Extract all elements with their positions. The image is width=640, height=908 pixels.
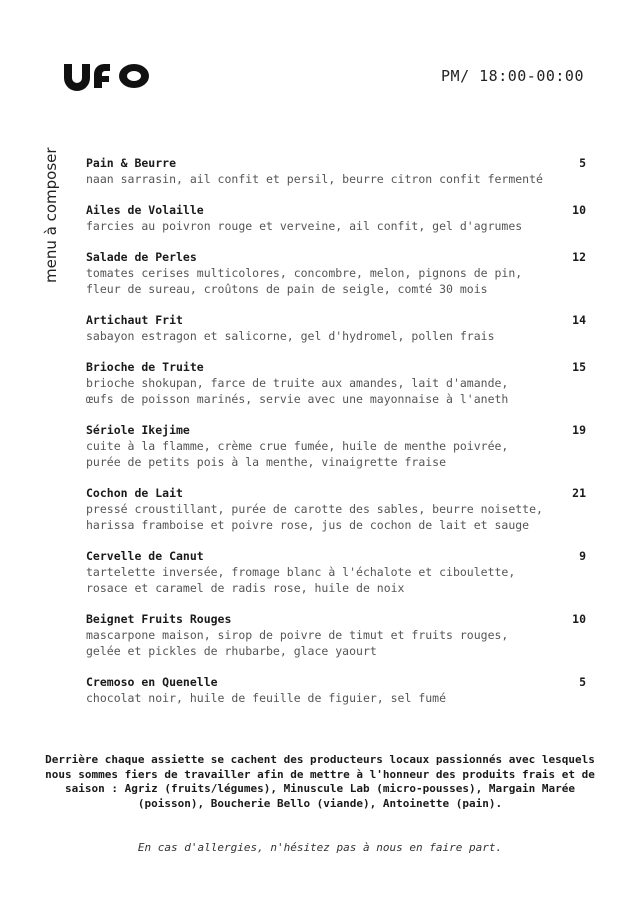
dish-name: Cervelle de Canut (86, 549, 204, 563)
dish-price: 12 (572, 250, 586, 264)
menu-side-label: menu à composer (42, 147, 60, 283)
dish-description: chocolat noir, huile de feuille de figuier, sel fumé (86, 691, 447, 705)
logo-text: UFO (62, 60, 64, 61)
dish-price: 9 (579, 549, 586, 563)
dish-description: cuite à la flamme, crème crue fumée, huile de menthe poivrée, purée de petits pois à la menthe, vinaigrette fraise (86, 439, 509, 469)
dish-name: Cremoso en Quenelle (86, 675, 218, 689)
dish-description: tartelette inversée, fromage blanc à l'échalote et ciboulette, rosace et caramel de radis rose, huile de noix (86, 565, 516, 595)
menu-item (86, 674, 586, 706)
opening-hours: PM/ 18:00-00:00 (441, 67, 584, 85)
dish-price: 21 (572, 486, 586, 500)
menu-item (86, 548, 586, 596)
dish-description: tomates cerises multicolores, concombre, melon, pignons de pin, fleur de sureau, croûtons de pain de seigle, comté 30 mois (86, 266, 523, 296)
dish-description: pressé croustillant, purée de carotte des sables, beurre noisette, harissa framboise et poivre rose, jus de cochon de lait et sauge (86, 502, 543, 532)
dish-name: Artichaut Frit (86, 313, 183, 327)
menu-item (86, 485, 586, 533)
dish-description: sabayon estragon et salicorne, gel d'hydromel, pollen frais (86, 329, 495, 343)
dish-price: 14 (572, 313, 586, 327)
menu-item (86, 422, 586, 470)
dish-description: brioche shokupan, farce de truite aux amandes, lait d'amande, œufs de poisson marinés, servie avec une mayonnaise à l'aneth (86, 376, 509, 406)
menu-item (86, 155, 586, 187)
dish-price: 19 (572, 423, 586, 437)
dish-name: Beignet Fruits Rouges (86, 612, 232, 626)
menu-list (86, 155, 586, 721)
dish-price: 10 (572, 203, 586, 217)
dish-name: Brioche de Truite (86, 360, 204, 374)
dish-description: farcies au poivron rouge et verveine, ail confit, gel d'agrumes (86, 219, 523, 233)
allergy-note: En cas d'allergies, n'hésitez pas à nous en faire part. (137, 841, 503, 854)
dish-name: Sériole Ikejime (86, 423, 190, 437)
menu-item (86, 359, 586, 407)
menu-item (86, 611, 586, 659)
producers-note: Derrière chaque assiette se cachent des producteurs locaux passionnés avec lesquels nous sommes fiers de travailler afin de mettre à l'honneur des produits frais et de saison : Agriz (fruits/légumes), Minuscule Lab (micro-pousses), Margain Marée (poisson), Boucherie Bello (viande), Antoinette (pain). (45, 753, 595, 810)
dish-price: 10 (572, 612, 586, 626)
dish-price: 15 (572, 360, 586, 374)
dish-name: Cochon de Lait (86, 486, 183, 500)
menu-item (86, 312, 586, 344)
menu-item (86, 249, 586, 297)
dish-name: Ailes de Volaille (86, 203, 204, 217)
dish-price: 5 (579, 156, 586, 170)
menu-item (86, 202, 586, 234)
ufo-logo (62, 60, 152, 92)
dish-name: Salade de Perles (86, 250, 197, 264)
dish-description: naan sarrasin, ail confit et persil, beurre citron confit fermenté (86, 172, 543, 186)
dish-price: 5 (579, 675, 586, 689)
dish-description: mascarpone maison, sirop de poivre de timut et fruits rouges, gelée et pickles de rhubarbe, glace yaourt (86, 628, 509, 658)
dish-name: Pain & Beurre (86, 156, 177, 170)
